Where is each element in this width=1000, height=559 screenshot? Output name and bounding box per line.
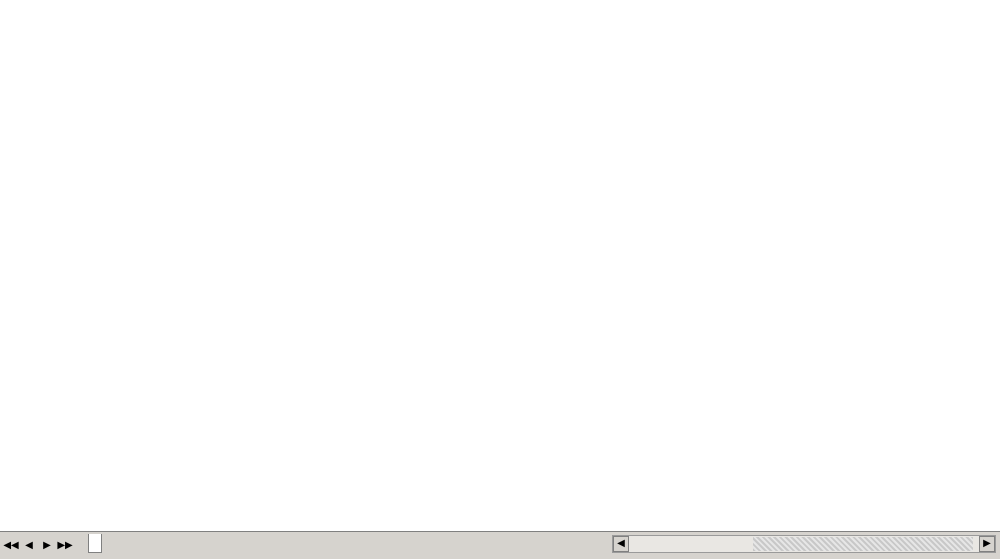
horizontal-scrollbar[interactable] <box>612 535 996 553</box>
next-sheet-icon[interactable]: ▶ <box>43 539 51 551</box>
sheet-tab-bar <box>0 531 1000 559</box>
tab-chartpo[interactable] <box>242 534 254 552</box>
tab-riskentries[interactable] <box>88 534 102 553</box>
first-sheet-icon[interactable]: ◀◀ <box>3 539 19 551</box>
scroll-right-icon[interactable]: ▶ <box>979 536 995 552</box>
scrollbar-thumb[interactable] <box>753 537 973 551</box>
prev-sheet-icon[interactable]: ◀ <box>25 539 33 551</box>
scroll-left-icon[interactable]: ◀ <box>613 536 629 552</box>
tab-charti[interactable] <box>184 534 196 552</box>
last-sheet-icon[interactable]: ▶▶ <box>57 539 73 551</box>
